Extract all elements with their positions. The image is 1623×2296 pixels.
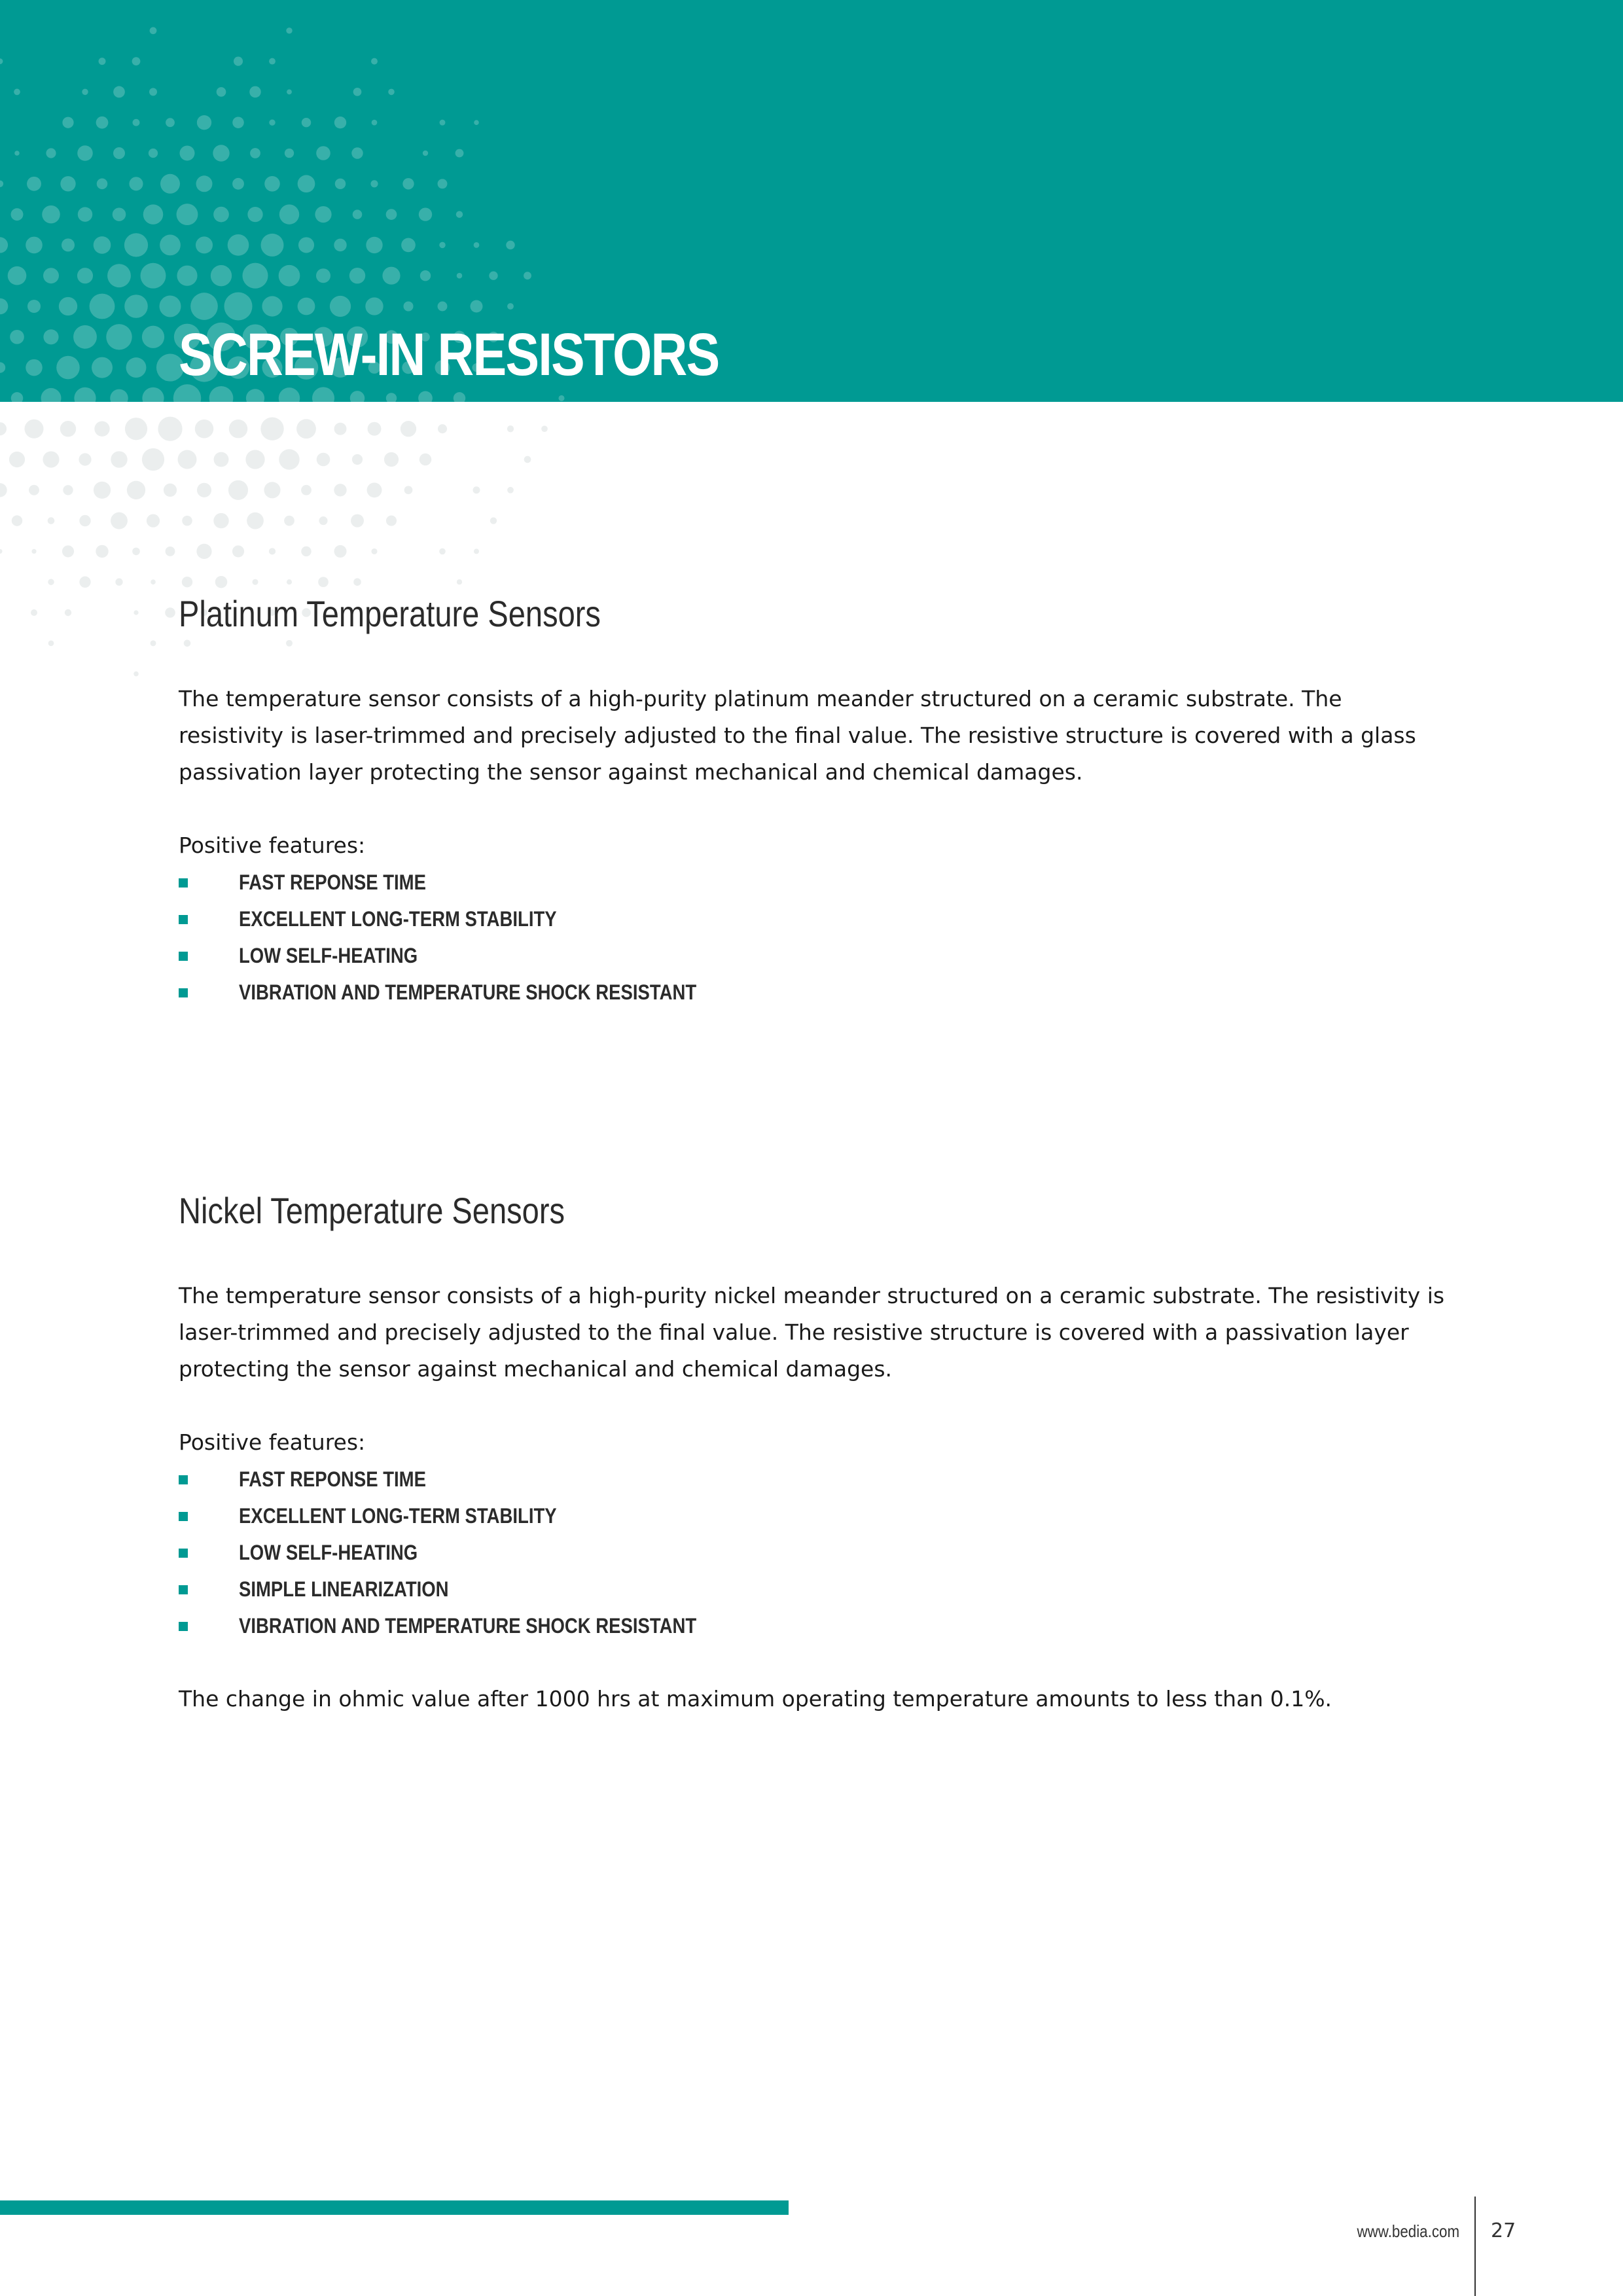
decorative-dot (134, 610, 138, 615)
decorative-dot (79, 515, 90, 526)
decorative-dot (213, 513, 228, 528)
footer-website-link[interactable]: www.bedia.com (1357, 2221, 1459, 2241)
decorative-dot (286, 27, 292, 33)
section-heading: Platinum Temperature Sensors (179, 593, 601, 634)
feature-item (179, 1461, 1448, 1498)
decorative-dot (132, 548, 140, 556)
decorative-dot (473, 486, 480, 493)
decorative-dot (371, 58, 378, 65)
feature-text: VIBRATION AND TEMPERATURE SHOCK RESISTANT (239, 980, 697, 1004)
decorative-dot (31, 549, 36, 554)
decorative-dot (96, 117, 109, 129)
decorative-dot (106, 324, 132, 350)
decorative-dot (234, 57, 243, 66)
decorative-dot (232, 545, 244, 557)
decorative-dot (79, 453, 91, 465)
square-bullet-icon (179, 878, 188, 888)
decorative-dot (242, 263, 268, 289)
square-bullet-icon (179, 988, 188, 997)
decorative-dot (99, 58, 106, 65)
decorative-dot (211, 265, 232, 286)
decorative-dot (141, 263, 166, 289)
decorative-dot (111, 512, 128, 529)
decorative-dot (107, 264, 131, 287)
decorative-dot (96, 545, 108, 558)
decorative-dot (334, 484, 346, 496)
decorative-dot (350, 391, 365, 406)
decorative-dot (165, 607, 175, 618)
decorative-dot (384, 452, 399, 467)
decorative-dot (178, 450, 197, 469)
decorative-dot (133, 119, 140, 126)
decorative-dot (41, 388, 61, 408)
decorative-dot (334, 423, 347, 435)
feature-item (179, 937, 1448, 974)
feature-text: EXCELLENT LONG-TERM STABILITY (239, 907, 557, 931)
decorative-dot (79, 577, 90, 588)
decorative-dot (11, 392, 24, 404)
decorative-dot (440, 120, 446, 126)
decorative-dot (92, 357, 113, 378)
decorative-dot (0, 362, 5, 372)
decorative-dot (43, 451, 59, 467)
decorative-dot (301, 485, 312, 495)
decorative-dot (245, 450, 264, 469)
decorative-dot (166, 547, 175, 556)
decorative-dot (455, 149, 464, 158)
decorative-dot (419, 454, 432, 466)
decorative-dot (74, 387, 96, 409)
decorative-dot (456, 211, 463, 217)
decorative-dot (149, 88, 157, 96)
decorative-dot (228, 234, 249, 256)
decorative-dot (403, 301, 413, 311)
decorative-dot (401, 421, 416, 437)
feature-text: SIMPLE LINEARIZATION (239, 1577, 449, 1601)
decorative-dot (312, 387, 334, 409)
decorative-dot (260, 418, 283, 440)
decorative-dot (0, 181, 3, 187)
decorative-dot (115, 579, 122, 586)
decorative-dot (150, 27, 157, 34)
decorative-dot (151, 640, 156, 646)
decorative-dot (229, 420, 247, 438)
decorative-dot (142, 387, 164, 409)
decorative-dot (60, 421, 76, 437)
decorative-dot (474, 548, 479, 554)
decorative-dot (213, 207, 229, 223)
decorative-dot (457, 273, 463, 279)
decorative-dot (124, 233, 148, 257)
decorative-dot (77, 145, 93, 161)
feature-text: FAST REPONSE TIME (239, 1467, 426, 1491)
square-bullet-icon (179, 1549, 188, 1558)
feature-item (179, 901, 1448, 937)
decorative-dot (213, 145, 229, 161)
decorative-dot (470, 300, 482, 312)
decorative-dot (368, 422, 382, 436)
decorative-dot (113, 207, 126, 221)
decorative-dot (166, 118, 175, 127)
feature-item (179, 1498, 1448, 1534)
decorative-dot (160, 174, 180, 194)
decorative-dot (179, 145, 194, 160)
decorative-dot (353, 209, 363, 219)
feature-text: LOW SELF-HEATING (239, 944, 418, 967)
decorative-dot (252, 579, 258, 585)
decorative-dot (439, 548, 446, 555)
decorative-dot (0, 549, 3, 554)
decorative-dot (298, 175, 315, 192)
feature-text: FAST REPONSE TIME (239, 870, 426, 894)
decorative-dot (454, 392, 466, 404)
decorative-dot (334, 117, 346, 128)
section-nickel (179, 1189, 1448, 1717)
decorative-dot (158, 417, 182, 441)
decorative-dot (388, 89, 395, 96)
decorative-dot (196, 236, 213, 253)
decorative-dot (247, 512, 264, 529)
feature-item (179, 1534, 1448, 1571)
decorative-dot (134, 672, 139, 677)
decorative-dot (419, 207, 432, 221)
decorative-dot (318, 577, 329, 587)
decorative-dot (196, 544, 211, 559)
decorative-dot (490, 517, 497, 524)
decorative-dot (62, 545, 74, 557)
decorative-dot (366, 237, 382, 253)
decorative-dot (298, 298, 315, 315)
decorative-dot (423, 151, 428, 156)
section-body: The temperature sensor consists of a high-purity nickel meander structured on a ceramic substrate. The resistivity is laser-trimmed and precisely adjusted to the final value. The resistive structure is covered with a passivation layer protecting the sensor against mechanical and chemical damages. (179, 1283, 1445, 1382)
decorative-dot (113, 147, 125, 159)
decorative-dot (404, 486, 413, 494)
features-label: Positive features: (179, 1429, 366, 1455)
decorative-dot (335, 179, 346, 189)
decorative-dot (301, 547, 311, 556)
decorative-dot (147, 514, 160, 527)
decorative-dot (43, 329, 58, 344)
decorative-dot (164, 484, 177, 497)
decorative-dot (0, 58, 3, 64)
decorative-dot (159, 295, 181, 317)
decorative-dot (182, 516, 192, 526)
decorative-dot (232, 178, 244, 190)
decorative-dot (438, 424, 447, 433)
decorative-dot (11, 208, 24, 221)
decorative-dot (77, 268, 93, 283)
decorative-dot (302, 118, 311, 127)
decorative-dot (8, 266, 27, 285)
decorative-dot (10, 330, 24, 344)
decorative-dot (197, 483, 211, 497)
decorative-dot (507, 425, 514, 432)
footer-divider (1474, 2197, 1476, 2296)
decorative-dot (26, 359, 43, 376)
decorative-dot (129, 177, 143, 190)
decorative-dot (125, 418, 147, 440)
decorative-dot (269, 548, 276, 554)
decorative-dot (177, 204, 198, 225)
decorative-dot (27, 300, 41, 313)
decorative-dot (132, 57, 141, 65)
decorative-dot (195, 420, 214, 439)
footer-accent-bar (0, 2200, 789, 2215)
decorative-dot (386, 516, 397, 526)
decorative-dot (249, 86, 261, 98)
decorative-dot (334, 239, 346, 251)
decorative-dot (319, 516, 327, 525)
decorative-dot (110, 389, 128, 408)
decorative-dot (126, 357, 147, 378)
decorative-dot (279, 265, 300, 287)
decorative-dot (29, 485, 39, 495)
decorative-dot (217, 87, 226, 97)
decorative-dot (111, 451, 127, 467)
decorative-dot (439, 242, 445, 248)
decorative-dot (142, 326, 164, 348)
decorative-dot (420, 270, 431, 281)
decorative-dot (279, 449, 299, 469)
decorative-dot (73, 325, 97, 349)
section-heading: Nickel Temperature Sensors (179, 1190, 565, 1231)
decorative-dot (382, 267, 400, 285)
feature-item (179, 1607, 1448, 1644)
decorative-dot (94, 422, 109, 437)
decorative-dot (63, 485, 73, 495)
decorative-dot (541, 425, 548, 432)
decorative-dot (370, 180, 378, 187)
decorative-dot (59, 297, 77, 315)
page-number: 27 (1491, 2219, 1516, 2242)
decorative-dot (197, 115, 211, 130)
decorative-dot (372, 120, 378, 126)
decorative-dot (90, 294, 115, 319)
decorative-dot (142, 448, 164, 471)
square-bullet-icon (179, 1585, 188, 1594)
decorative-dot (264, 176, 280, 192)
decorative-dot (284, 516, 294, 526)
decorative-dot (352, 454, 363, 465)
decorative-dot (24, 420, 43, 439)
decorative-dot (43, 268, 59, 283)
decorative-dot (14, 89, 20, 96)
features-label: Positive features: (179, 833, 366, 858)
decorative-dot (60, 176, 75, 191)
decorative-dot (48, 640, 54, 646)
square-bullet-icon (179, 952, 188, 961)
decorative-dot (330, 296, 351, 317)
decorative-dot (151, 579, 156, 584)
decorative-dot (316, 268, 330, 283)
decorative-dot (401, 238, 416, 253)
decorative-dot (26, 237, 43, 254)
decorative-dot (27, 177, 41, 191)
decorative-dot (214, 452, 229, 467)
decorative-dot (42, 206, 60, 224)
decorative-dot (349, 268, 365, 283)
square-bullet-icon (179, 1475, 188, 1484)
decorative-dot (298, 237, 314, 253)
decorative-dot (438, 179, 448, 188)
decorative-dot (524, 456, 531, 463)
section-platinum (179, 592, 1448, 1011)
page-title: SCREW-IN RESISTORS (179, 321, 719, 388)
feature-list (179, 864, 1448, 1011)
decorative-dot (507, 487, 514, 493)
decorative-dot (65, 609, 71, 616)
decorative-dot (279, 387, 300, 409)
decorative-dot (250, 148, 260, 158)
decorative-dot (190, 293, 218, 320)
decorative-dot (316, 146, 330, 160)
decorative-dot (315, 206, 331, 223)
decorative-dot (224, 292, 252, 320)
decorative-dot (524, 272, 531, 279)
decorative-dot (367, 482, 382, 497)
decorative-dot (94, 482, 111, 499)
decorative-dot (228, 480, 248, 500)
square-bullet-icon (179, 1622, 188, 1631)
decorative-dot (12, 515, 22, 526)
decorative-dot (97, 179, 108, 190)
decorative-dot (9, 452, 25, 467)
decorative-dot (474, 242, 480, 248)
decorative-dot (177, 266, 197, 286)
decorative-dot (94, 236, 111, 254)
decorative-dot (386, 209, 397, 220)
feature-text: EXCELLENT LONG-TERM STABILITY (239, 1504, 557, 1528)
decorative-dot (269, 58, 276, 65)
decorative-dot (113, 86, 125, 98)
decorative-dot (474, 120, 479, 125)
decorative-dot (402, 178, 414, 189)
decorative-dot (0, 483, 7, 497)
decorative-dot (0, 422, 7, 435)
decorative-dot (31, 609, 37, 616)
decorative-dot (438, 302, 448, 312)
decorative-dot (0, 237, 8, 253)
decorative-dot (279, 204, 299, 224)
decorative-dot (14, 151, 20, 156)
decorative-dot (264, 482, 280, 498)
decorative-dot (56, 356, 80, 380)
section-body: The temperature sensor consists of a high-purity platinum meander structured on a ceramic substrate. The resistivity is laser-trimmed and precisely adjusted to the final value. The resistive structure is covered with a glass passivation layer protecting the sensor against mechanical and chemical damages. (179, 686, 1416, 785)
decorative-dot (506, 241, 514, 249)
decorative-dot (287, 89, 292, 94)
decorative-dot (351, 514, 364, 528)
decorative-dot (48, 517, 55, 524)
decorative-dot (334, 545, 346, 558)
feature-text: VIBRATION AND TEMPERATURE SHOCK RESISTANT (239, 1614, 697, 1638)
decorative-dot (260, 234, 283, 257)
decorative-dot (149, 149, 158, 158)
feature-list (179, 1461, 1448, 1644)
decorative-dot (365, 297, 383, 315)
decorative-dot (232, 117, 244, 128)
decorative-dot (353, 578, 361, 586)
decorative-dot (0, 298, 8, 315)
decorative-dot (269, 119, 275, 125)
decorative-dot (78, 207, 92, 221)
decorative-dot (457, 579, 462, 584)
decorative-dot (62, 117, 73, 128)
decorative-dot (262, 296, 282, 316)
decorative-dot (46, 148, 56, 158)
decorative-dot (287, 579, 292, 584)
square-bullet-icon (179, 1512, 188, 1521)
decorative-dot (351, 147, 363, 158)
decorative-dot (48, 579, 54, 584)
decorative-dot (247, 207, 262, 222)
decorative-dot (62, 238, 75, 251)
decorative-dot (317, 453, 330, 467)
decorative-dot (143, 204, 164, 224)
decorative-dot (418, 391, 433, 406)
square-bullet-icon (179, 915, 188, 924)
decorative-dot (127, 481, 145, 499)
decorative-dot (124, 295, 148, 318)
feature-item (179, 864, 1448, 901)
decorative-dot (209, 386, 234, 410)
decorative-dot (558, 395, 564, 401)
decorative-dot (82, 89, 88, 95)
decorative-dot (182, 577, 192, 587)
feature-text: LOW SELF-HEATING (239, 1541, 418, 1564)
feature-item (179, 1571, 1448, 1607)
decorative-dot (371, 548, 377, 554)
decorative-dot (353, 88, 362, 96)
decorative-dot (285, 149, 294, 158)
decorative-dot (386, 393, 397, 403)
decorative-dot (160, 235, 181, 256)
decorative-dot (507, 303, 514, 310)
decorative-dot (215, 576, 228, 588)
decorative-dot (196, 175, 213, 192)
decorative-dot (489, 272, 497, 280)
feature-item (179, 974, 1448, 1011)
decorative-dot (246, 389, 264, 407)
decorative-dot (296, 419, 316, 439)
section-note: The change in ohmic value after 1000 hrs at maximum operating temperature amounts to less than 0.1%. (179, 1686, 1332, 1712)
